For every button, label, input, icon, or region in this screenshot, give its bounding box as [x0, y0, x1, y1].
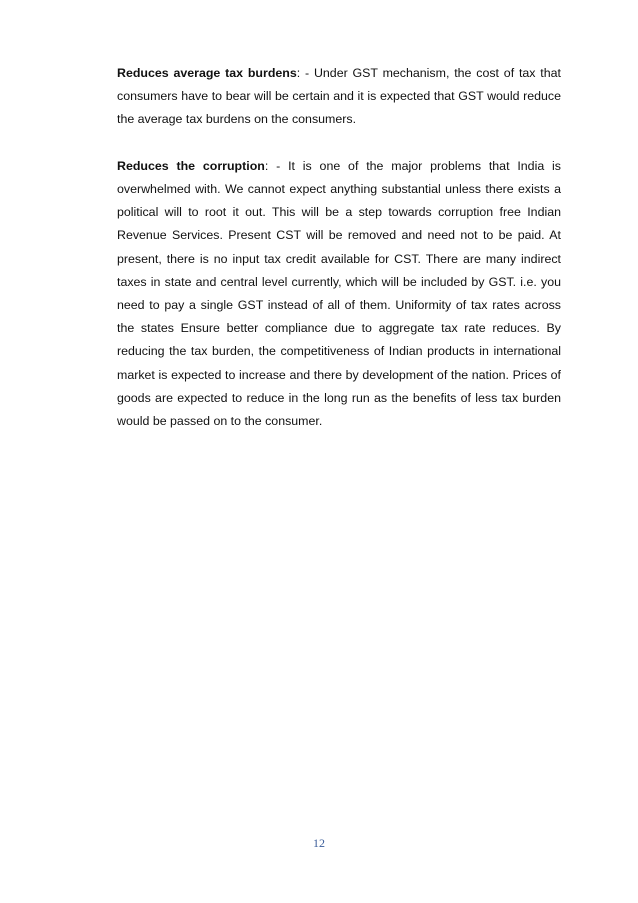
document-body — [117, 62, 561, 456]
paragraph-reduces-corruption — [117, 155, 561, 433]
page-number: 12 — [313, 836, 325, 850]
paragraph-text: : - Under GST mechanism, the cost of tax that consumers have to bear will be certain and it is expected that GST would reduce the average tax burdens on the consumers. — [117, 66, 561, 127]
paragraph-text: : - It is one of the major problems that India is overwhelmed with. We cannot expect anything substantial unless there exists a political will to root it out. This will be a step towards corruption free Indian Revenue Services. Present CST will be removed and need not to be paid. At present, there is no input tax credit available for CST. There are many indirect taxes in state and central level currently, which will be included by GST. i.e. you need to pay a single GST instead of all of them. Uniformity of tax rates across the states Ensure better compliance due to aggregate tax rate reduces. By reducing the tax burden, the competitiveness of Indian products in international market is expected to increase and there by development of the nation. Prices of goods are expected to reduce in the long run as the benefits of less tax burden would be passed on to the consumer. — [117, 158, 561, 429]
paragraph-heading: Reduces average tax burdens — [117, 66, 297, 80]
paragraph-heading: Reduces the corruption — [117, 158, 265, 173]
paragraph-reduces-tax-burdens — [117, 62, 561, 132]
